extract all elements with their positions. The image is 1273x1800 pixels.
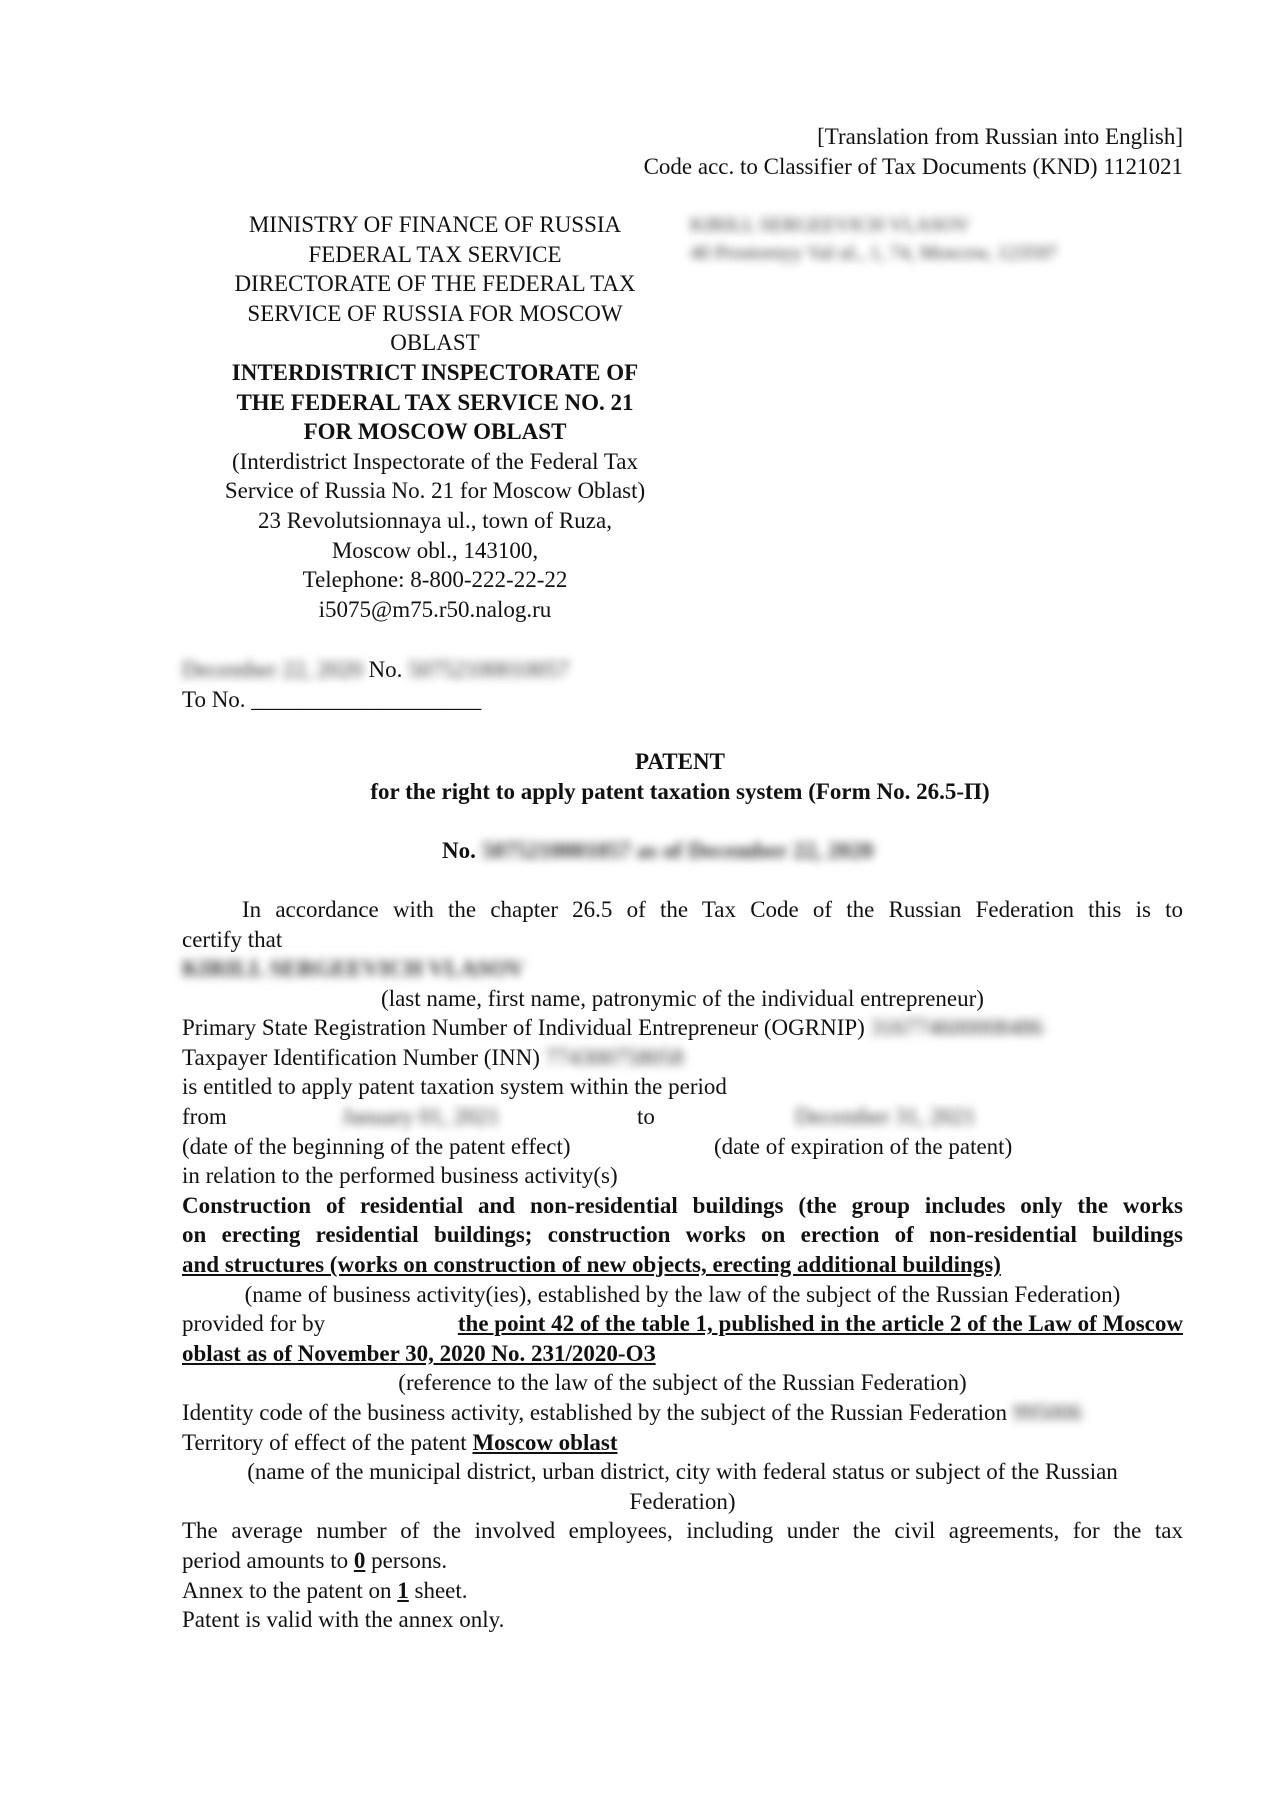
to-date: December 31, 2021 xyxy=(795,1104,976,1129)
patent-subtitle: for the right to apply patent taxation system (Form No. 26.5-П) xyxy=(370,779,990,804)
validity-note: Patent is valid with the annex only. xyxy=(182,1607,505,1632)
intro-line: In accordance with the chapter 26.5 of the Tax Code of the Russian Federation this is to xyxy=(242,897,1183,922)
law-reference-cont: oblast as of November 30, 2020 No. 231/2020-ОЗ xyxy=(182,1341,656,1366)
entrepreneur-name: KIRILL SERGEEVICH VLASOV xyxy=(182,956,525,981)
from-label: from xyxy=(182,1104,227,1129)
territory-value: Moscow oblast xyxy=(472,1430,618,1455)
issuer-line: OBLAST xyxy=(390,330,480,356)
activity-line: on erecting residential buildings; construction works on erection of non-residential buildings xyxy=(182,1222,1183,1247)
employees-line: The average number of the involved employees, including under the civil agreements, for the tax xyxy=(182,1518,1183,1543)
annex-unit: sheet. xyxy=(414,1578,468,1603)
reference-line xyxy=(182,655,569,685)
patent-title: PATENT xyxy=(635,749,725,774)
issuer-address: 23 Revolutsionnaya ul., town of Ruza, xyxy=(258,507,612,533)
ogrnip-line xyxy=(182,1013,1043,1043)
identity-label: Identity code of the business activity, established by the subject of the Russian Federation xyxy=(182,1400,1008,1425)
law-caption: (reference to the law of the subject of the Russian Federation) xyxy=(398,1370,967,1395)
ogrnip-label: Primary State Registration Number of Individual Entrepreneur (OGRNIP) xyxy=(182,1015,865,1040)
issuer-line: DIRECTORATE OF THE FEDERAL TAX xyxy=(234,271,636,297)
employees-count: 0 xyxy=(353,1548,366,1573)
name-caption: (last name, first name, patronymic of the individual entrepreneur) xyxy=(381,986,984,1011)
to-caption: (date of expiration of the patent) xyxy=(714,1134,1013,1159)
identity-value: 995006 xyxy=(1012,1400,1082,1425)
activity-line: Construction of residential and non-residential buildings (the group includes only the works xyxy=(182,1193,1183,1218)
recipient-name: KIRILL SERGEEVICH VLASOV xyxy=(690,214,970,236)
annex-line xyxy=(182,1576,468,1606)
inn-line xyxy=(182,1043,684,1073)
from-date: January 01, 2021 xyxy=(342,1104,500,1129)
issuer-line: MINISTRY OF FINANCE OF RUSSIA xyxy=(248,212,622,237)
to-no-line: To No. ____________________ xyxy=(182,687,482,712)
inspectorate-line: FOR MOSCOW OBLAST xyxy=(303,419,567,445)
issuer-block xyxy=(190,210,680,624)
patent-no-label: No. xyxy=(442,838,476,863)
territory-label: Territory of effect of the patent xyxy=(182,1430,467,1455)
inspectorate-line: INTERDISTRICT INSPECTORATE OF xyxy=(231,359,639,385)
territory-line xyxy=(182,1428,617,1458)
employees-count-line xyxy=(182,1546,447,1576)
provided-label: provided for by xyxy=(182,1311,326,1336)
ogrnip-value: 316774600008486 xyxy=(870,1015,1044,1040)
activity-line: and structures (works on construction of new objects, erecting additional buildings) xyxy=(182,1252,1001,1277)
annex-count: 1 xyxy=(397,1578,409,1603)
entitled-text: is entitled to apply patent taxation system within the period xyxy=(182,1074,727,1099)
inn-label: Taxpayer Identification Number (INN) xyxy=(182,1045,540,1070)
territory-caption-cont: Federation) xyxy=(629,1489,736,1514)
intro-line-2: certify that xyxy=(182,927,283,952)
employees-label: period amounts to xyxy=(182,1548,349,1573)
reference-no-label: No. xyxy=(368,657,403,682)
reference-date: December 22, 2020 xyxy=(182,657,363,682)
relation-text: in relation to the performed business activity(s) xyxy=(182,1163,618,1188)
employees-unit: persons. xyxy=(371,1548,448,1573)
recipient-address: 40 Prostornyy Val ul., 1, 74, Moscow, 123597 xyxy=(690,242,1058,264)
inn-value: 774300758058 xyxy=(545,1045,684,1070)
annex-label: Annex to the patent on xyxy=(182,1578,392,1603)
territory-caption: (name of the municipal district, urban district, city with federal status or subject of the Russian xyxy=(247,1459,1118,1484)
from-caption: (date of the beginning of the patent effect) xyxy=(182,1134,571,1159)
issuer-email: i5075@m75.r50.nalog.ru xyxy=(318,596,552,622)
issuer-line: FEDERAL TAX SERVICE xyxy=(308,241,562,267)
issuer-telephone: Telephone: 8-800-222-22-22 xyxy=(302,567,568,593)
provided-line xyxy=(182,1309,1183,1339)
translation-note: [Translation from Russian into English] xyxy=(817,124,1183,149)
issuer-detail: Service of Russia No. 21 for Moscow Oblast) xyxy=(224,478,646,504)
patent-number-line xyxy=(442,836,873,866)
knd-code: Code acc. to Classifier of Tax Documents (KND) 1121021 xyxy=(643,154,1183,179)
activity-caption: (name of business activity(ies), established by the law of the subject of the Russian Federation) xyxy=(244,1282,1121,1307)
issuer-address: Moscow obl., 143100, xyxy=(331,537,539,563)
intro-text xyxy=(182,895,1183,925)
issuer-line: SERVICE OF RUSSIA FOR MOSCOW xyxy=(247,300,623,326)
patent-no-value: 5075210001057 as of December 22, 2020 xyxy=(481,838,874,863)
issuer-detail: (Interdistrict Inspectorate of the Federal Tax xyxy=(231,448,639,474)
reference-number: 50752100010057 xyxy=(408,657,570,682)
law-reference: the point 42 of the table 1, published in the article 2 of the Law of Moscow xyxy=(457,1311,1183,1336)
inspectorate-line: THE FEDERAL TAX SERVICE NO. 21 xyxy=(236,389,634,415)
identity-line xyxy=(182,1398,1082,1428)
to-label: to xyxy=(637,1104,655,1129)
